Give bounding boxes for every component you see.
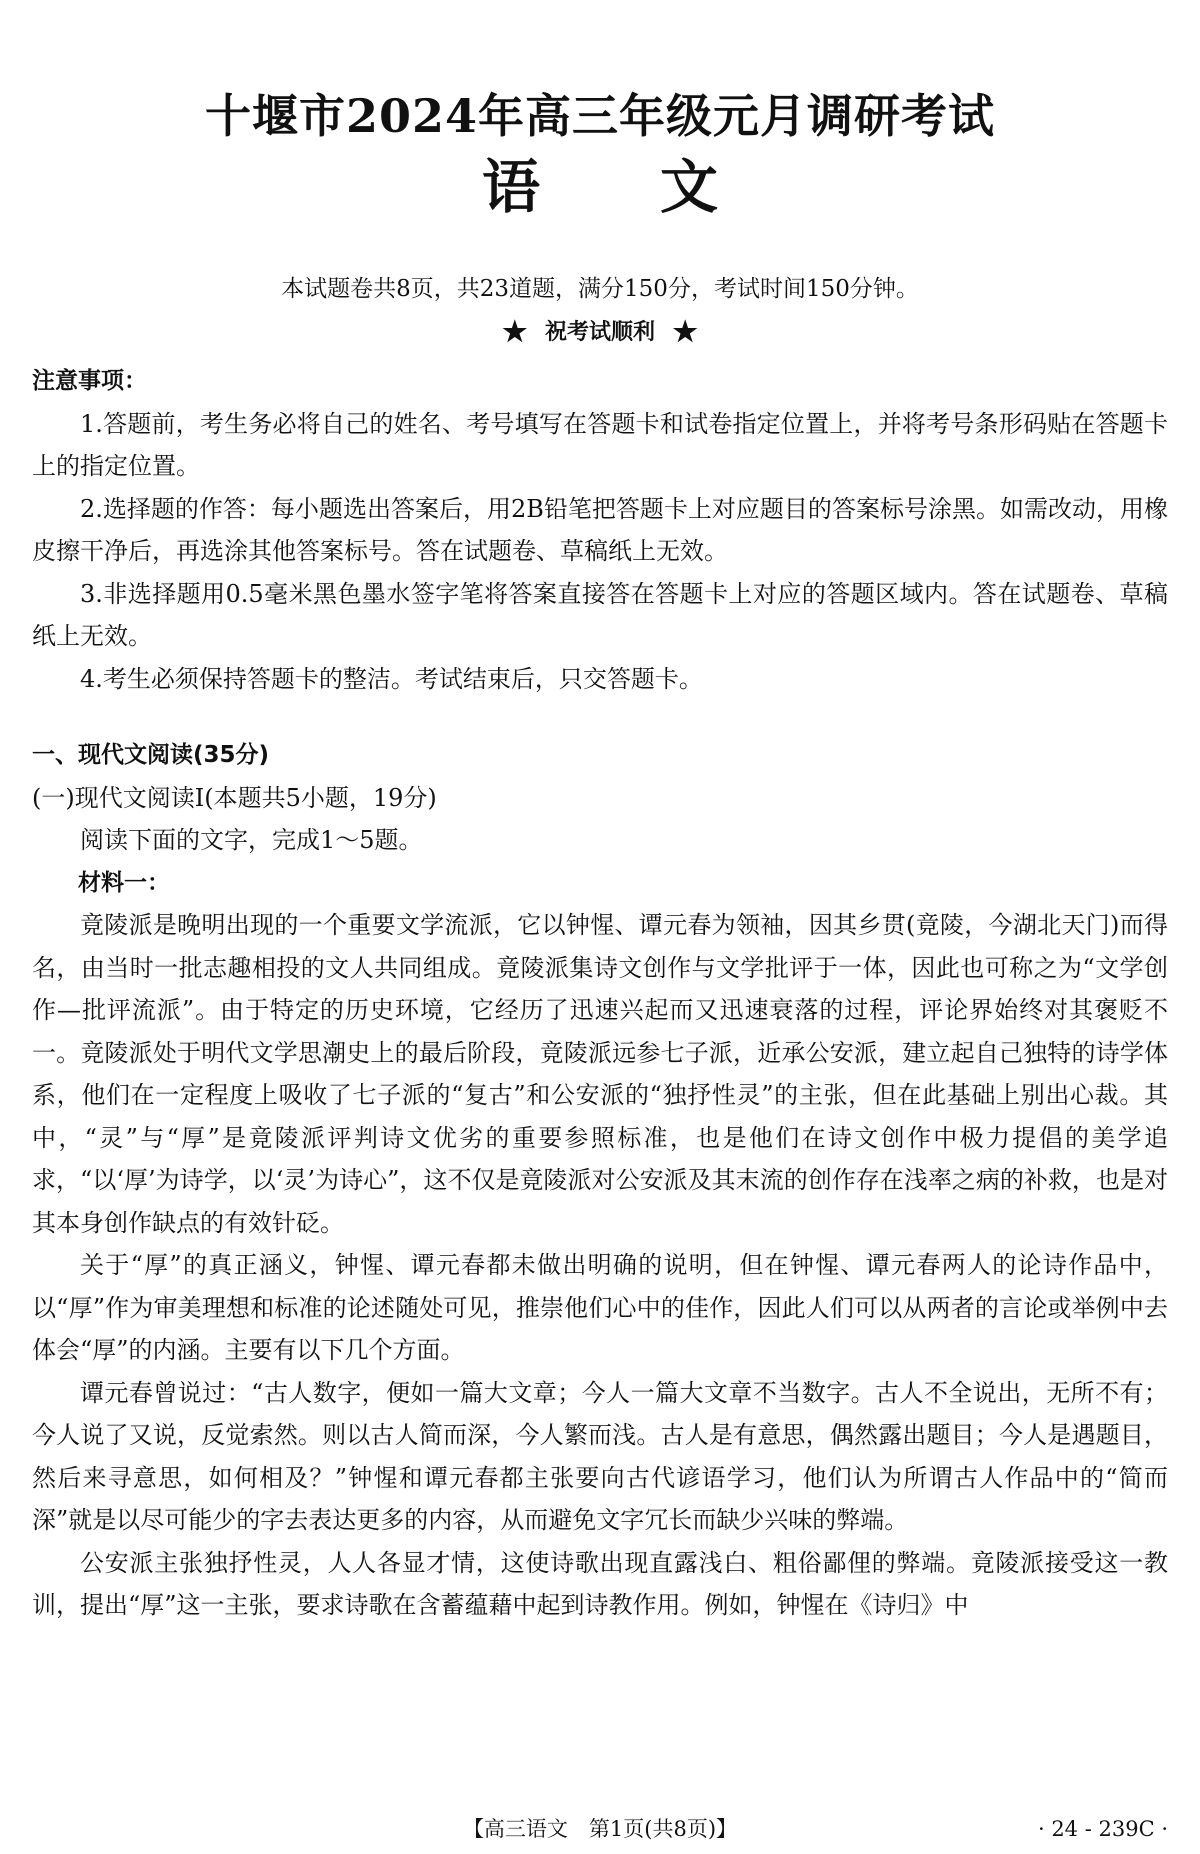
- notes-heading: 注意事项：: [32, 368, 147, 394]
- note-item-2: 2.选择题的作答：每小题选出答案后，用2B铅笔把答题卡上对应题目的答案标号涂黑。如需改动，用橡皮擦干净后，再选涂其他答案标号。答在试题卷、草稿纸上无效。: [32, 494, 1168, 565]
- exam-title: 十堰市2024年高三年级元月调研考试: [204, 89, 996, 143]
- paragraph-3: 谭元春曾说过：“古人数字，便如一篇大文章；今人一篇大文章不当数字。古人不全说出，无所不有；今人说了又说，反觉索然。则以古人简而深，今人繁而浅。古人是有意思，偶然露出题目；今人是遇题目，然后来寻意思，如何相及？”钟惺和谭元春都主张要向古代谚语学习，他们认为所谓古人作品中的“简而深”就是以尽可能少的字去表达更多的内容，从而避免文字冗长而缺少兴味的弊端。: [32, 1378, 1168, 1534]
- star-icon: ★: [672, 315, 698, 348]
- page-footer: 【高三语文 第1页(共8页)】: [462, 1817, 738, 1841]
- section-subheading: (一)现代文阅读Ⅰ(本题共5小题，19分): [32, 783, 437, 812]
- spacer: [32, 700, 1168, 734]
- paragraph-2: 关于“厚”的真正涵义，钟惺、谭元春都未做出明确的说明，但在钟惺、谭元春两人的论诗作品中，以“厚”作为审美理想和标准的论述随处可见，推崇他们心中的佳作，因此人们可以从两者的言论或举例中去体会“厚”的内涵。主要有以下几个方面。: [32, 1251, 1168, 1364]
- subject-char-2: 文: [660, 153, 719, 221]
- exam-info: 本试题卷共8页，共23道题，满分150分，考试时间150分钟。: [281, 276, 919, 302]
- good-luck-line: [0, 315, 1200, 349]
- section-heading: 一、现代文阅读(35分): [32, 742, 270, 768]
- subject-char-1: 语: [481, 153, 540, 221]
- star-icon: ★: [502, 315, 528, 348]
- paragraph-1: 竟陵派是晚明出现的一个重要文学流派，它以钟惺、谭元春为领袖，因其乡贯(竟陵，今湖北天门)而得名，由当时一批志趣相投的文人共同组成。竟陵派集诗文创作与文学批评于一体，因此也可称之为“文学创作—批评流派”。由于特定的历史环境，它经历了迅速兴起而又迅速衰落的过程，评论界始终对其褒贬不一。竟陵派处于明代文学思潮史上的最后阶段，竟陵派远参七子派，近承公安派，建立起自己独特的诗学体系，他们在一定程度上吸收了七子派的“复古”和公安派的“独抒性灵”的主张，但在此基础上别出心裁。其中，“灵”与“厚”是竟陵派评判诗文优劣的重要参照标准，也是他们在诗文创作中极力提倡的美学追求，“以‘厚’为诗学，以‘灵’为诗心”，这不仅是竟陵派对公安派及其末流的创作存在浅率之病的补救，也是对其本身创作缺点的有效针砭。: [32, 911, 1168, 1237]
- material-label: 材料一：: [78, 869, 170, 896]
- exam-body: [32, 360, 1168, 1627]
- paper-code: · 24 - 239C ·: [1037, 1817, 1168, 1841]
- note-item-3: 3.非选择题用0.5毫米黑色墨水签字笔将答案直接答在答题卡上对应的答题区域内。答在试题卷、草稿纸上无效。: [32, 579, 1168, 650]
- section-instruction: 阅读下面的文字，完成1～5题。: [80, 826, 423, 854]
- good-luck-text: 祝考试顺利: [544, 319, 655, 345]
- paragraph-4: 公安派主张独抒性灵，人人各显才情，这使诗歌出现直露浅白、粗俗鄙俚的弊端。竟陵派接受这一教训，提出“厚”这一主张，要求诗歌在含蓄蕴藉中起到诗教作用。例如，钟惺在《诗归》中: [32, 1548, 1168, 1619]
- note-item-4: 4.考生必须保持答题卡的整洁。考试结束后，只交答题卡。: [80, 664, 703, 693]
- note-item-1: 1.答题前，考生务必将自己的姓名、考号填写在答题卡和试卷指定位置上，并将考号条形码贴在答题卡上的指定位置。: [32, 409, 1168, 480]
- subject-title: [0, 150, 1200, 224]
